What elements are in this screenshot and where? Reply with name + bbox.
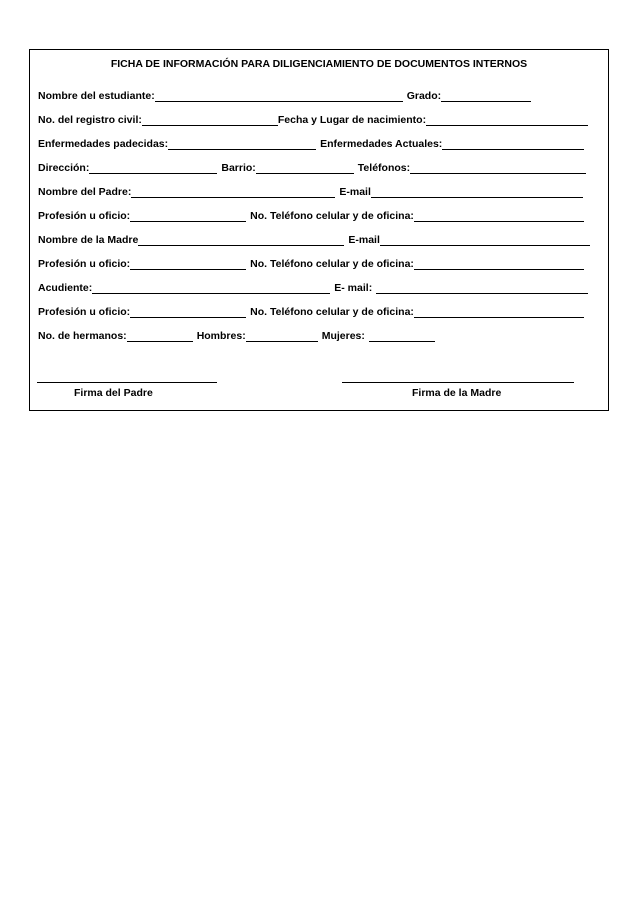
mother-email-label: E-mail	[348, 234, 380, 246]
guardian-row	[38, 280, 600, 294]
father-signature-label: Firma del Padre	[74, 387, 153, 399]
civil-registry-label: No. del registro civil:	[38, 114, 142, 126]
men-field[interactable]	[246, 330, 318, 342]
phones-label: Teléfonos:	[357, 162, 411, 174]
address-row	[38, 160, 600, 174]
mother-row	[38, 232, 600, 246]
student-name-label: Nombre del estudiante:	[38, 90, 155, 102]
father-job-row	[38, 208, 600, 222]
current-illness-label: Enfermedades Actuales:	[320, 138, 443, 150]
mother-signature-line[interactable]	[342, 382, 574, 383]
father-row	[38, 184, 600, 198]
father-email-label: E-mail	[339, 186, 371, 198]
student-row	[38, 88, 600, 102]
men-label: Hombres:	[196, 330, 246, 342]
guardian-job-row	[38, 304, 600, 318]
guardian-job-field[interactable]	[130, 306, 246, 318]
mother-name-label: Nombre de la Madre	[38, 234, 139, 246]
information-form	[29, 49, 609, 411]
form-title: FICHA DE INFORMACIÓN PARA DILIGENCIAMIENTO DE DOCUMENTOS INTERNOS	[110, 58, 528, 70]
grade-field[interactable]	[441, 90, 531, 102]
father-job-field[interactable]	[130, 210, 246, 222]
birth-field[interactable]	[426, 114, 588, 126]
mother-name-field[interactable]	[138, 234, 344, 246]
mother-email-field[interactable]	[380, 234, 590, 246]
guardian-job-label: Profesión u oficio:	[38, 306, 131, 318]
student-name-field[interactable]	[155, 90, 403, 102]
father-signature-line[interactable]	[37, 382, 217, 383]
guardian-phone-label: No. Teléfono celular y de oficina:	[250, 306, 414, 318]
guardian-email-label: E- mail:	[334, 282, 373, 294]
past-illness-label: Enfermedades padecidas:	[38, 138, 169, 150]
guardian-label: Acudiente:	[38, 282, 93, 294]
mother-signature-label: Firma de la Madre	[412, 387, 502, 399]
father-email-field[interactable]	[371, 186, 583, 198]
father-name-field[interactable]	[131, 186, 335, 198]
grade-label: Grado:	[406, 90, 442, 102]
mother-job-field[interactable]	[130, 258, 246, 270]
women-field[interactable]	[369, 330, 435, 342]
guardian-phone-field[interactable]	[414, 306, 584, 318]
neighborhood-label: Barrio:	[221, 162, 256, 174]
father-name-label: Nombre del Padre:	[38, 186, 132, 198]
address-field[interactable]	[89, 162, 217, 174]
mother-job-row	[38, 256, 600, 270]
guardian-email-field[interactable]	[376, 282, 588, 294]
father-phone-field[interactable]	[414, 210, 584, 222]
siblings-label: No. de hermanos:	[38, 330, 127, 342]
father-job-label: Profesión u oficio:	[38, 210, 131, 222]
civil-registry-field[interactable]	[142, 114, 278, 126]
birth-label: Fecha y Lugar de nacimiento:	[277, 114, 427, 126]
phones-field[interactable]	[410, 162, 586, 174]
mother-phone-field[interactable]	[414, 258, 584, 270]
siblings-field[interactable]	[127, 330, 193, 342]
address-label: Dirección:	[38, 162, 90, 174]
mother-job-label: Profesión u oficio:	[38, 258, 131, 270]
mother-phone-label: No. Teléfono celular y de oficina:	[250, 258, 414, 270]
illness-row	[38, 136, 600, 150]
current-illness-field[interactable]	[442, 138, 584, 150]
past-illness-field[interactable]	[168, 138, 316, 150]
siblings-row	[38, 328, 600, 342]
women-label: Mujeres:	[321, 330, 365, 342]
father-phone-label: No. Teléfono celular y de oficina:	[250, 210, 414, 222]
guardian-field[interactable]	[92, 282, 330, 294]
registry-row	[38, 112, 600, 126]
neighborhood-field[interactable]	[256, 162, 354, 174]
